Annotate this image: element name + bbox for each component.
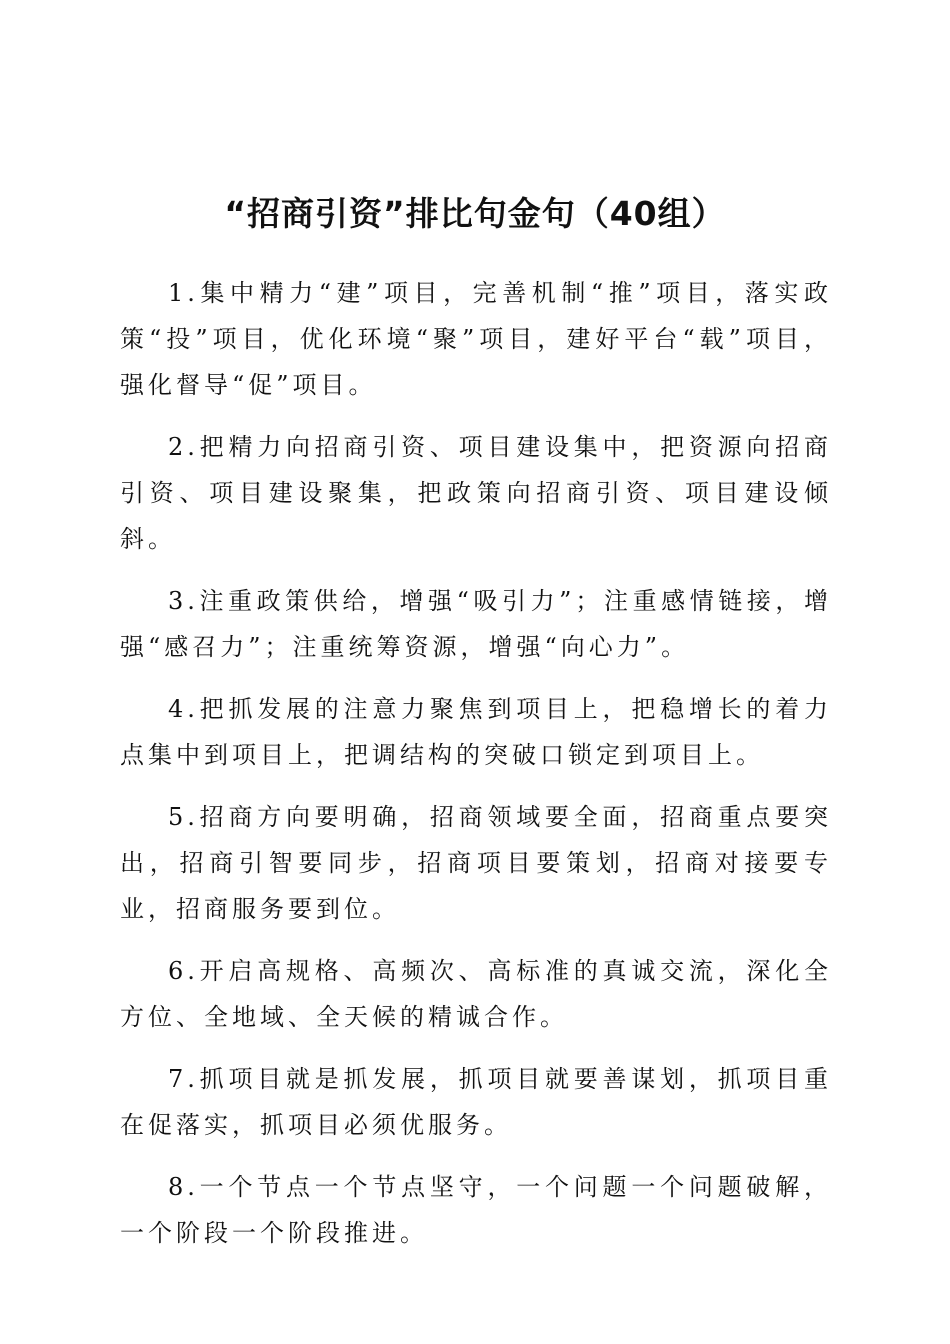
- paragraph-2: 2.把精力向招商引资、项目建设集中，把资源向招商引资、项目建设聚集，把政策向招商引资、项目建设倾斜。: [120, 433, 832, 553]
- document-title: “招商引资”排比句金句（40组）: [224, 194, 726, 233]
- paragraph-8: 8.一个节点一个节点坚守，一个问题一个问题破解，一个阶段一个阶段推进。: [120, 1173, 832, 1247]
- paragraph-6: 6.开启高规格、高频次、高标准的真诚交流，深化全方位、全地域、全天候的精诚合作。: [120, 957, 832, 1031]
- paragraph-5: 5.招商方向要明确，招商领域要全面，招商重点要突出，招商引智要同步，招商项目要策划，招商对接要专业，招商服务要到位。: [120, 803, 832, 923]
- paragraph-4: 4.把抓发展的注意力聚焦到项目上，把稳增长的着力点集中到项目上，把调结构的突破口锁定到项目上。: [120, 695, 832, 769]
- paragraph-3: 3.注重政策供给，增强“吸引力”；注重感情链接，增强“感召力”；注重统筹资源，增强“向心力”。: [120, 587, 832, 661]
- paragraph-7: 7.抓项目就是抓发展，抓项目就要善谋划，抓项目重在促落实，抓项目必须优服务。: [120, 1065, 832, 1139]
- paragraph-1: 1.集中精力“建”项目，完善机制“推”项目，落实政策“投”项目，优化环境“聚”项目，建好平台“载”项目，强化督导“促”项目。: [120, 279, 832, 399]
- document-body: [120, 270, 832, 1272]
